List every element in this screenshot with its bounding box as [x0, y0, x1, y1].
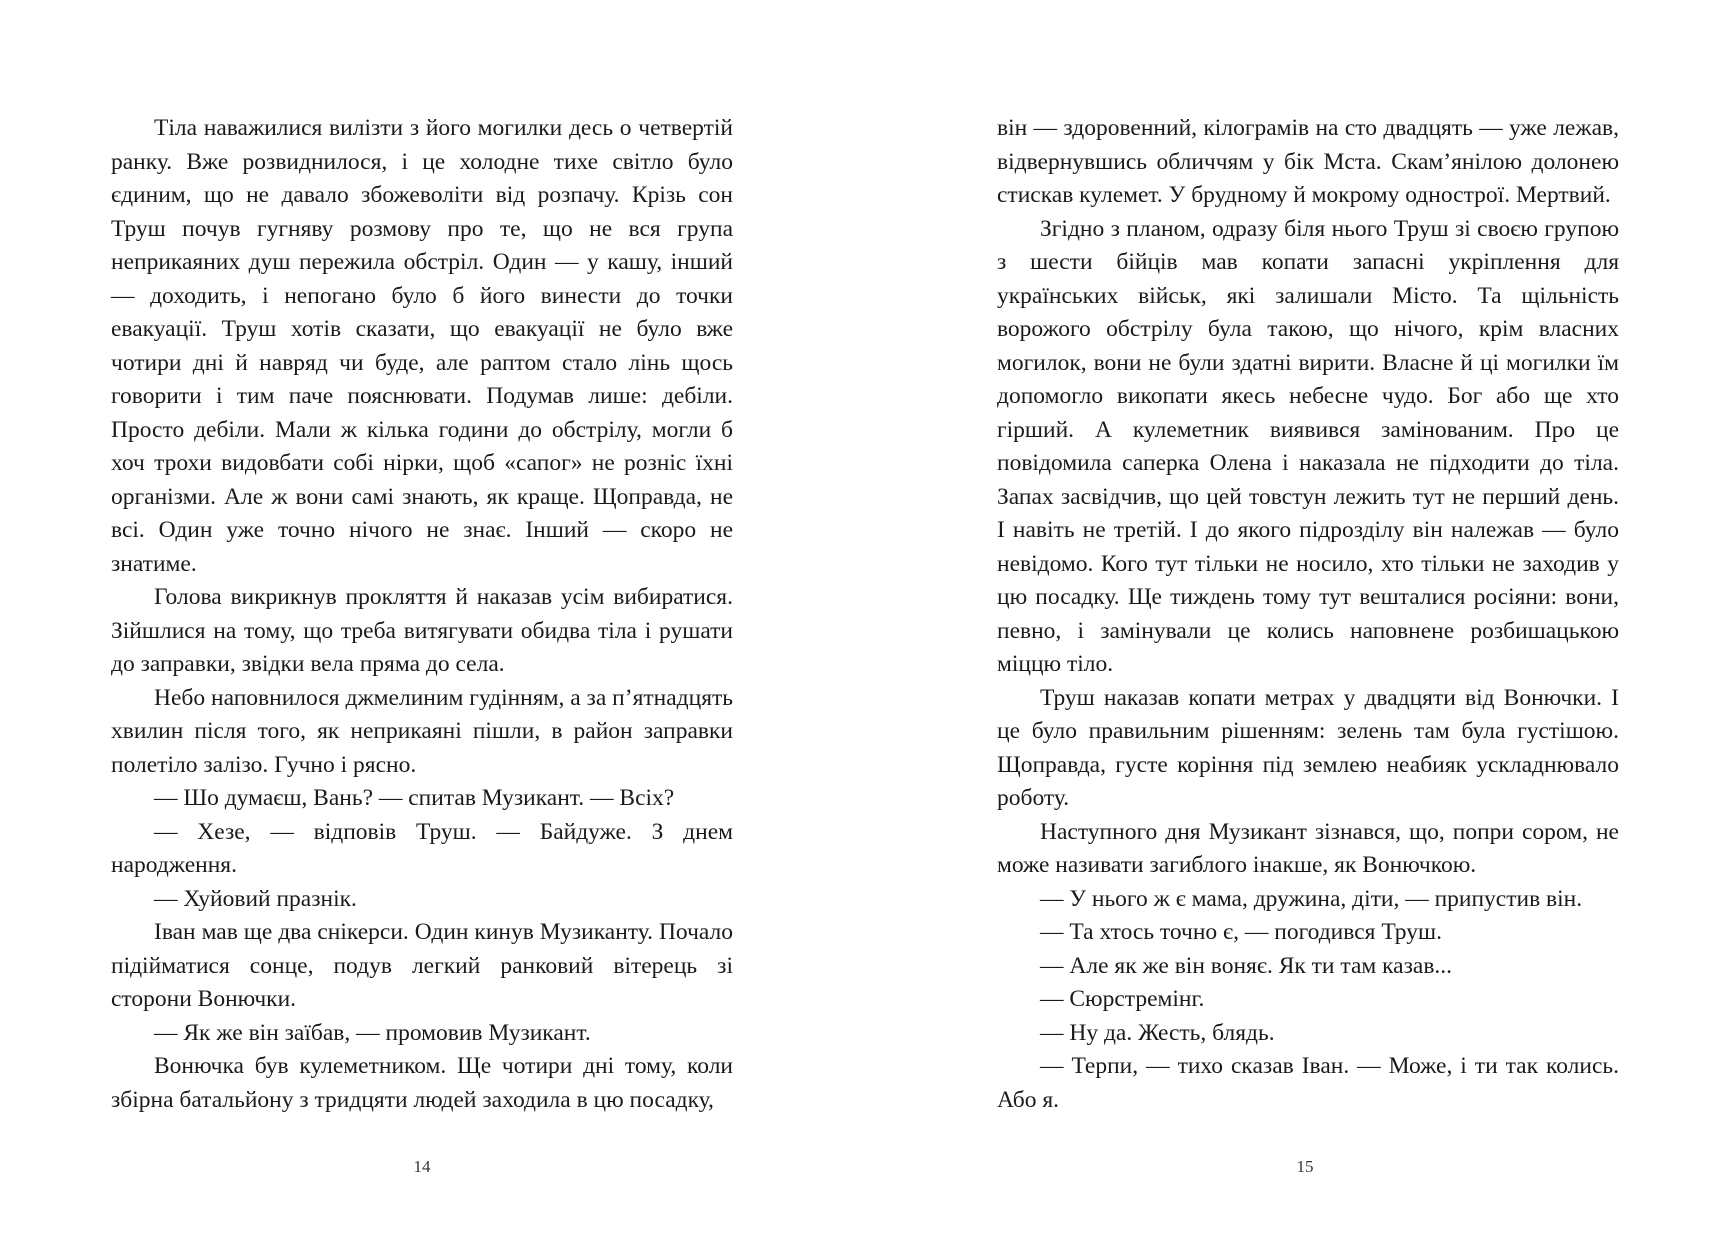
paragraph: — Та хтось точно є, — погодився Труш.: [1040, 919, 1442, 945]
paragraph: Небо наповнилося джмелиним гудінням, а за п’ятнадцять хвилин після того, як неприкаяні пішли, в район заправки полетіло залізо. Гучно і рясно.: [111, 684, 733, 778]
paragraph: — Сюрстремінг.: [1040, 986, 1205, 1012]
paragraph: Згідно з планом, одразу біля нього Труш зі своєю групою з шести бійців мав копати запасні укріплення для українських військ, які залишали Місто. Та щільність ворожого обстрілу була такою, що нічого, крім власних могилок, вони не були здатні вирити. Власне й ці могилки їм допомогло викопати якесь небесне чудо. Бог або ще хто гірший. А кулеметник виявився замінованим. Про це повідомила саперка Олена і наказала не підходити до тіла. Запах засвідчив, що цей товстун лежить тут не перший день. І навіть не третій. І до якого підрозділу він належав — було невідомо. Кого тут тільки не носило, хто тільки не заходив у цю посадку. Ще тиждень тому тут вешталися росіяни: вони, певно, і замінували це колись наповнене розбишацькою міццю тіло.: [997, 215, 1619, 677]
paragraph: Тіла наважилися вилізти з його могилки десь о четвертій ранку. Вже розвиднилося, і це холодне тихе світло було єдиним, що не давало збожеволіти від розпачу. Крізь сон Труш почув гугняву розмову про те, що не вся група неприкаяних душ пережила обстріл. Один — у кашу, інший — доходить, і непогано було б його винести до точки евакуації. Труш хотів сказати, що евакуації не було вже чотири дні й навряд чи буде, але раптом стало лінь щось говорити і тим паче пояснювати. Подумав лише: дебіли. Просто дебіли. Мали ж кілька години до обстрілу, могли б хоч трохи видовбати собі нірки, щоб «сапог» не розніс їхні організми. Але ж вони самі знають, як краще. Щоправда, не всі. Один уже точно нічого не знає. Інший — скоро не знатиме.: [111, 115, 733, 577]
paragraph: Вонючка був кулеметником. Ще чотири дні тому, коли збірна батальйону з тридцяти людей заходила в цю посадку,: [111, 1053, 733, 1113]
paragraph: — Як же він заїбав, — промовив Музикант.: [154, 1019, 591, 1046]
right-page-text: [997, 112, 1619, 1117]
paragraph-continued: він — здоровенний, кілограмів на сто двадцять — уже лежав, відвернувшись обличчям у бік Мста. Скам’янілою долонею стискав кулемет. У брудному й мокрому однострої. Мертвий.: [997, 115, 1619, 208]
left-page-text: [111, 112, 733, 1117]
paragraph: — Шо думаєш, Вань? — спитав Музикант. — Всіх?: [154, 785, 675, 811]
paragraph: — Але як же він воняє. Як ти там казав...: [1040, 952, 1453, 979]
paragraph: — Терпи, — тихо сказав Іван. — Може, і ти так колись. Або я.: [997, 1053, 1619, 1113]
paragraph: Іван мав ще два снікерси. Один кинув Музиканту. Почало підійматися сонце, подув легкий ранковий вітерець зі сторони Вонючки.: [111, 919, 733, 1012]
page-number-right: 15: [1296, 1157, 1314, 1176]
paragraph: — Ну да. Жесть, блядь.: [1040, 1019, 1275, 1046]
paragraph: Голова викрикнув прокляття й наказав усім вибиратися. Зійшлися на тому, що треба витягувати обидва тіла і рушати до заправки, звідки вела пряма до села.: [111, 584, 733, 677]
paragraph: Наступного дня Музикант зізнався, що, попри сором, не може називати загиблого інакше, як Вонючкою.: [997, 818, 1619, 878]
paragraph: Труш наказав копати метрах у двадцяти від Вонючки. І це було правильним рішенням: зелень там була густішою. Щоправда, густе коріння під землею неабияк ускладнювало роботу.: [997, 684, 1619, 811]
paragraph: — Хезе, — відповів Труш. — Байдуже. З днем народження.: [111, 818, 733, 878]
paragraph: — У нього ж є мама, дружина, діти, — припустив він.: [1040, 885, 1583, 912]
paragraph: — Хуйовий празнік.: [154, 885, 357, 912]
page-number-left: 14: [413, 1157, 431, 1176]
